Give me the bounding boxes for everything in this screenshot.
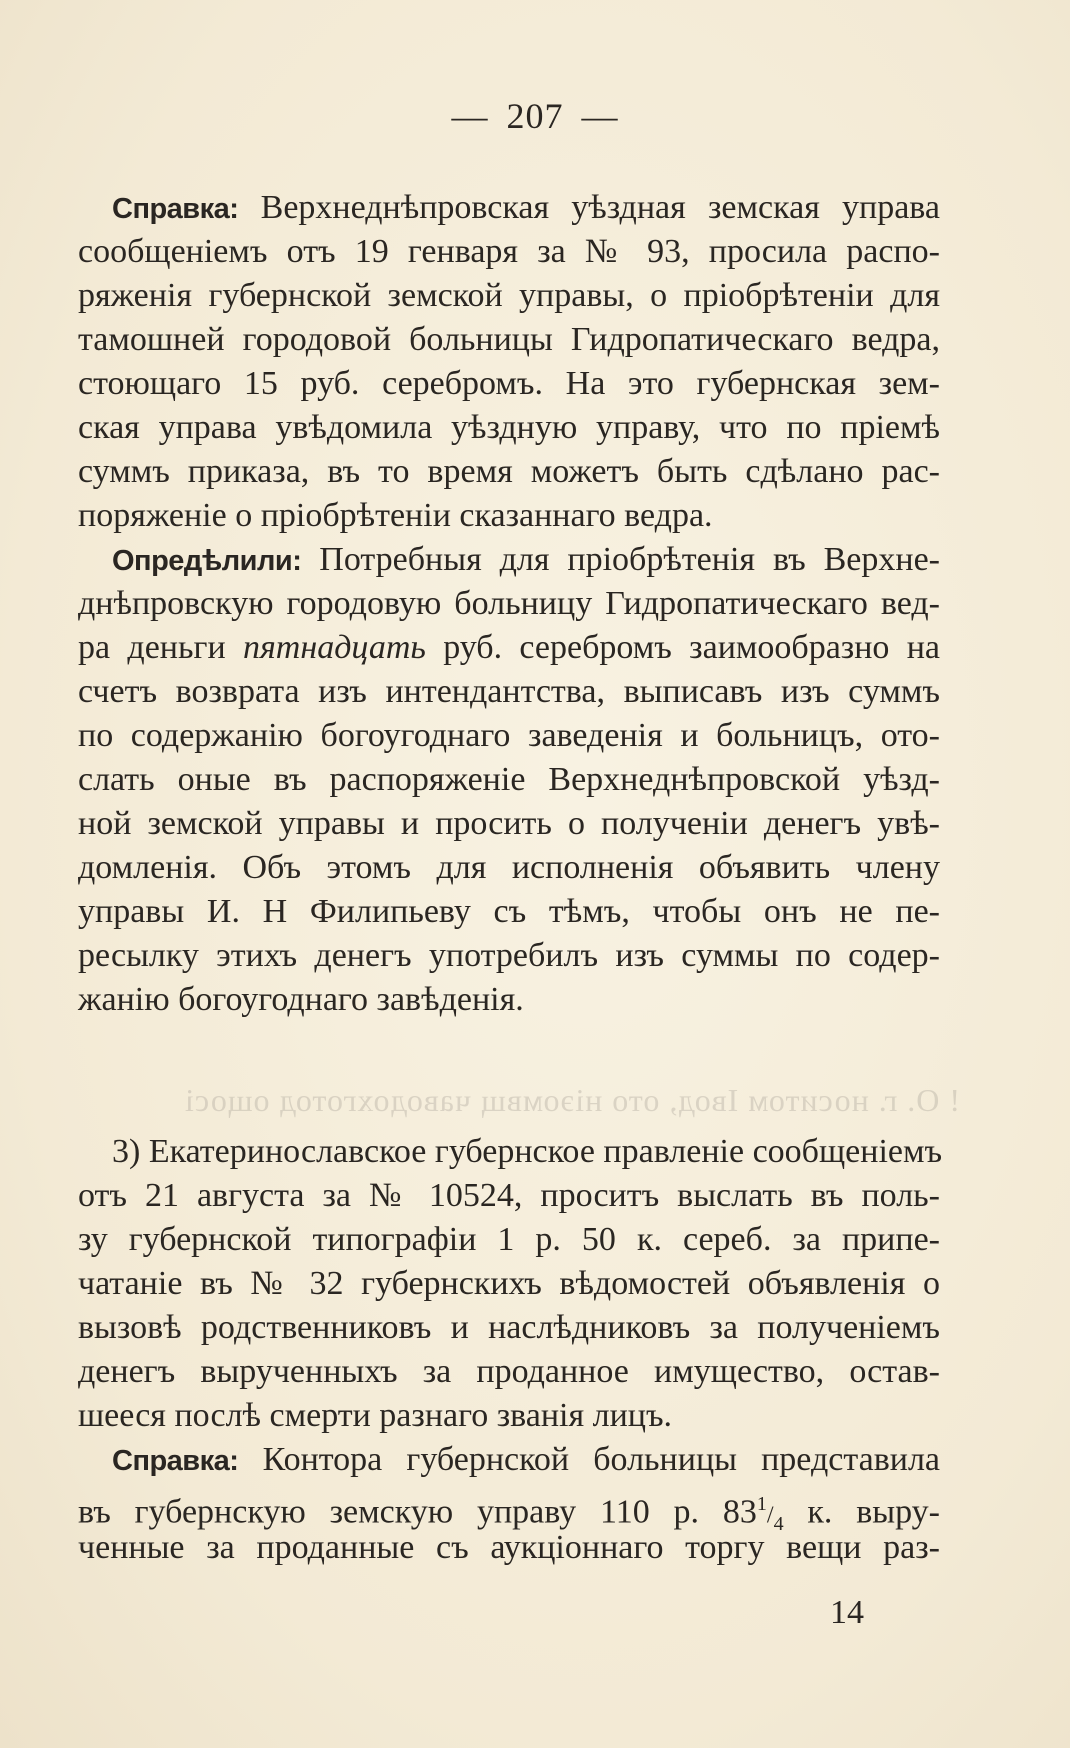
header-dash-right: —: [581, 96, 619, 136]
header-dash-left: —: [451, 96, 489, 136]
paragraph-line: поряженіе о пріобрѣтеніи сказаннаго ведра.: [78, 497, 713, 534]
paragraph-line: чатаніе въ № 32 губернскихъ вѣдомостей объявленія о: [78, 1265, 940, 1302]
paragraph-line: ра деньги пятнадцать руб. серебромъ заимообразно на: [78, 629, 941, 666]
resolution-heading: Опредѣлили:: [112, 545, 302, 577]
page-header: [0, 95, 1070, 137]
paragraph-line: суммъ приказа, въ то время можетъ быть сдѣлано рас-: [78, 453, 940, 490]
paragraph-line: жанію богоугоднаго завѣденія.: [78, 981, 524, 1018]
paragraph-line: ская управа увѣдомила уѣздную управу, что по пріемѣ: [78, 409, 940, 446]
paragraph-line: Опредѣлили: Потребныя для пріобрѣтенія въ Верхне-: [112, 541, 940, 578]
reference-heading: Справка:: [112, 193, 239, 225]
section-1: [78, 186, 940, 1022]
paragraph-line: вызовѣ родственниковъ и наслѣдниковъ за полученіемъ: [78, 1309, 940, 1346]
paragraph-line: Справка: Контора губернской больницы представила: [112, 1441, 941, 1478]
paragraph-line: зу губернской типографіи 1 р. 50 к. сереб. за припе-: [78, 1221, 940, 1258]
page-number: 207: [506, 96, 564, 136]
paragraph-line: слать оные въ распоряженіе Верхнеднѣпровской уѣзд-: [78, 761, 940, 798]
bleed-through-text: ! О. г. носитом Івод, ото ніэомвщ чаводохготод ощосі: [183, 1082, 960, 1118]
reference-heading: Справка:: [112, 1445, 239, 1477]
paragraph-line: тамошней городовой больницы Гидропатическаго ведра,: [78, 321, 940, 358]
paragraph-line: стоющаго 15 руб. серебромъ. На это губернская зем-: [78, 365, 940, 402]
paragraph-line: ченные за проданные съ аукціоннаго торгу вещи раз-: [78, 1529, 940, 1566]
paragraph-line: домленія. Объ этомъ для исполненія объявить члену: [78, 849, 940, 886]
paragraph-line: счетъ возврата изъ интендантства, выписавъ изъ суммъ: [78, 673, 940, 710]
paragraph-line: въ губернскую земскую управу 110 р. $83^1/_4$ к. выру-: [78, 1493, 941, 1536]
paragraph-line: по содержанію богоугоднаго заведенія и больницъ, ото-: [78, 717, 940, 754]
printer-signature-mark: 14: [830, 1594, 864, 1631]
paragraph-line: управы И. Н Филипьеву съ тѣмъ, чтобы онъ не пе-: [78, 893, 940, 930]
paragraph-line: Справка: Верхнеднѣпровская уѣздная земская управа: [112, 189, 941, 226]
paragraph-line: отъ 21 августа за № 10524, проситъ выслать въ поль-: [78, 1177, 940, 1214]
paragraph-line: ресылку этихъ денегъ употребилъ изъ суммы по содер-: [78, 937, 940, 974]
section-2: [78, 1130, 943, 1570]
italic-amount: пятнадцать: [242, 629, 426, 666]
paragraph-line: днѣпровскую городовую больницу Гидропатическаго вед-: [78, 585, 940, 622]
paragraph-line: ряженія губернской земской управы, о пріобрѣтеніи для: [78, 277, 940, 314]
paragraph-line: денегъ вырученныхъ за проданное имущество, остав-: [78, 1353, 940, 1390]
paragraph-line: ной земской управы и просить о полученіи денегъ увѣ-: [78, 805, 940, 842]
paragraph-line: сообщеніемъ отъ 19 генваря за № 93, просила распо-: [78, 233, 940, 270]
paragraph-line: 3) Екатеринославское губернское правленіе сообщеніемъ: [112, 1133, 943, 1170]
paragraph-line: шееся послѣ смерти разнаго званія лицъ.: [78, 1397, 673, 1434]
